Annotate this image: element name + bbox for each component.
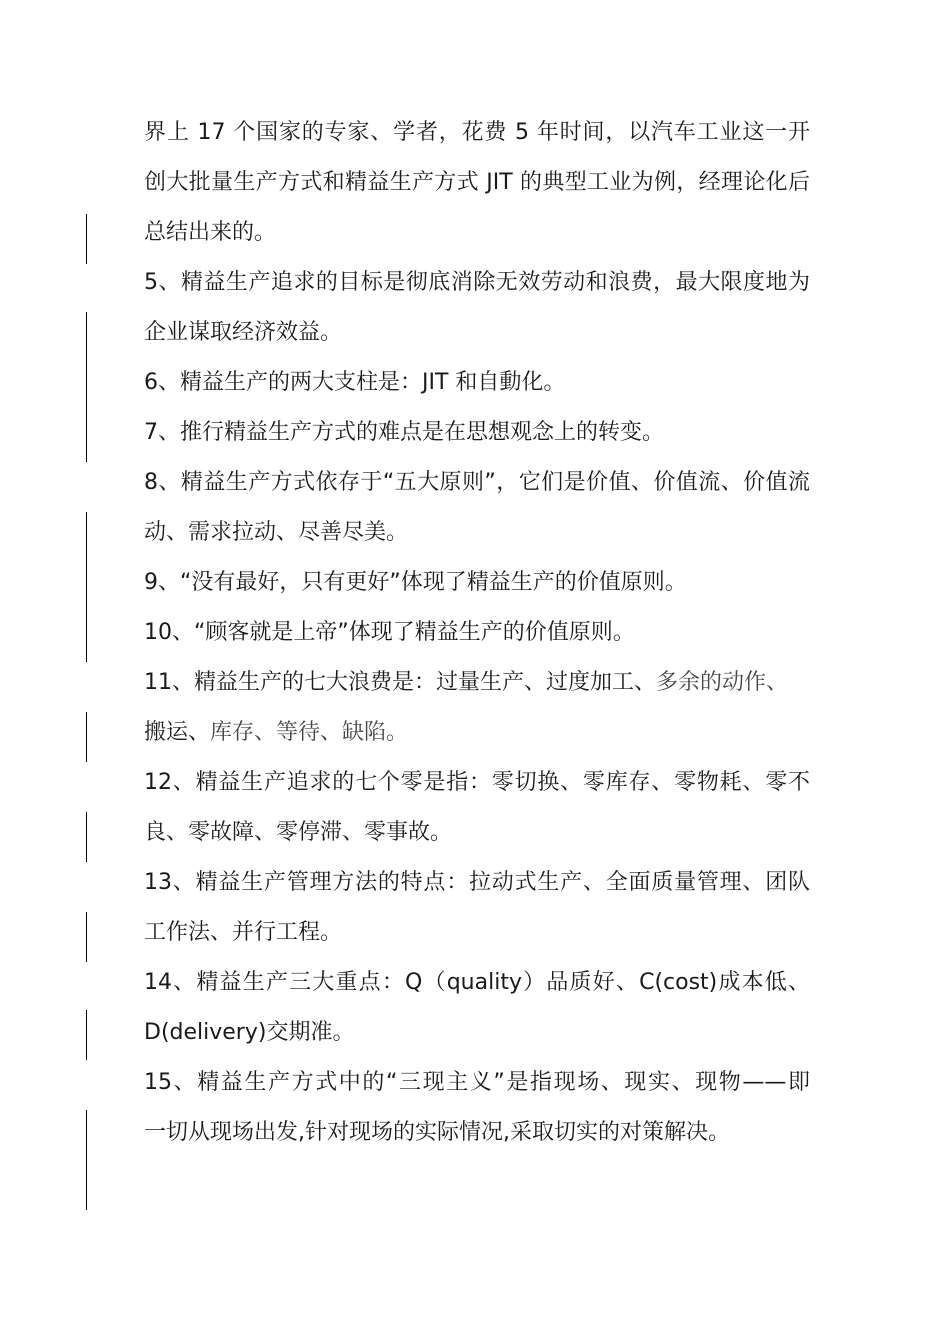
text-line: 创大批量生产方式和精益生产方式 JIT 的典型工业为例，经理论化后 xyxy=(144,170,810,195)
text-line: 9、“没有最好，只有更好”体现了精益生产的价值原则。 xyxy=(144,570,687,595)
text-line: 14、精益生产三大重点：Q（quality）品质好、C(cost)成本低、 xyxy=(144,970,810,995)
text-segment: 11、精益生产的七大浪费是：过量生产、过度加工、 xyxy=(144,670,656,695)
text-line xyxy=(144,658,810,708)
text-line: 良、零故障、零停滞、零事故。 xyxy=(144,820,453,845)
margin-bar xyxy=(86,214,87,264)
text-segment-serif: 库存、等待、缺陷。 xyxy=(210,720,409,745)
margin-bar xyxy=(86,1110,87,1210)
text-line: 界上 17 个国家的专家、学者，花费 5 年时间，以汽车工业这一开 xyxy=(144,120,810,145)
text-line: 10、“顾客就是上帝”体现了精益生产的价值原则。 xyxy=(144,620,635,645)
text-line: 13、精益生产管理方法的特点：拉动式生产、全面质量管理、团队 xyxy=(144,870,810,895)
text-line: 动、需求拉动、尽善尽美。 xyxy=(144,520,409,545)
text-line: 15、精益生产方式中的“三现主义”是指现场、现实、现物——即 xyxy=(144,1070,810,1095)
text-line xyxy=(144,708,810,758)
text-segment: 搬运、 xyxy=(144,720,211,745)
margin-bar xyxy=(86,312,87,462)
text-line: 8、精益生产方式依存于“五大原则”，它们是价值、价值流、价值流 xyxy=(144,470,810,495)
margin-bar xyxy=(86,712,87,762)
text-line: 6、精益生产的两大支柱是：JIT 和自動化。 xyxy=(144,370,566,395)
margin-bar xyxy=(86,512,87,662)
text-line: 一切从现场出发,针对现场的实际情况,采取切实的对策解决。 xyxy=(144,1120,730,1145)
margin-bar xyxy=(86,912,87,962)
text-line: 5、精益生产追求的目标是彻底消除无效劳动和浪费，最大限度地为 xyxy=(144,270,810,295)
text-segment-serif: 多余的动作、 xyxy=(656,670,789,695)
margin-bar xyxy=(86,812,87,862)
text-line: 企业谋取经济效益。 xyxy=(144,320,343,345)
text-line: D(delivery)交期准。 xyxy=(144,1020,355,1045)
margin-bar xyxy=(86,1010,87,1060)
text-line: 工作法、并行工程。 xyxy=(144,920,343,945)
text-line: 12、精益生产追求的七个零是指：零切换、零库存、零物耗、零不 xyxy=(144,770,810,795)
text-line: 总结出来的。 xyxy=(144,220,277,245)
document-body xyxy=(144,108,810,1158)
text-line: 7、推行精益生产方式的难点是在思想观念上的转变。 xyxy=(144,420,664,445)
